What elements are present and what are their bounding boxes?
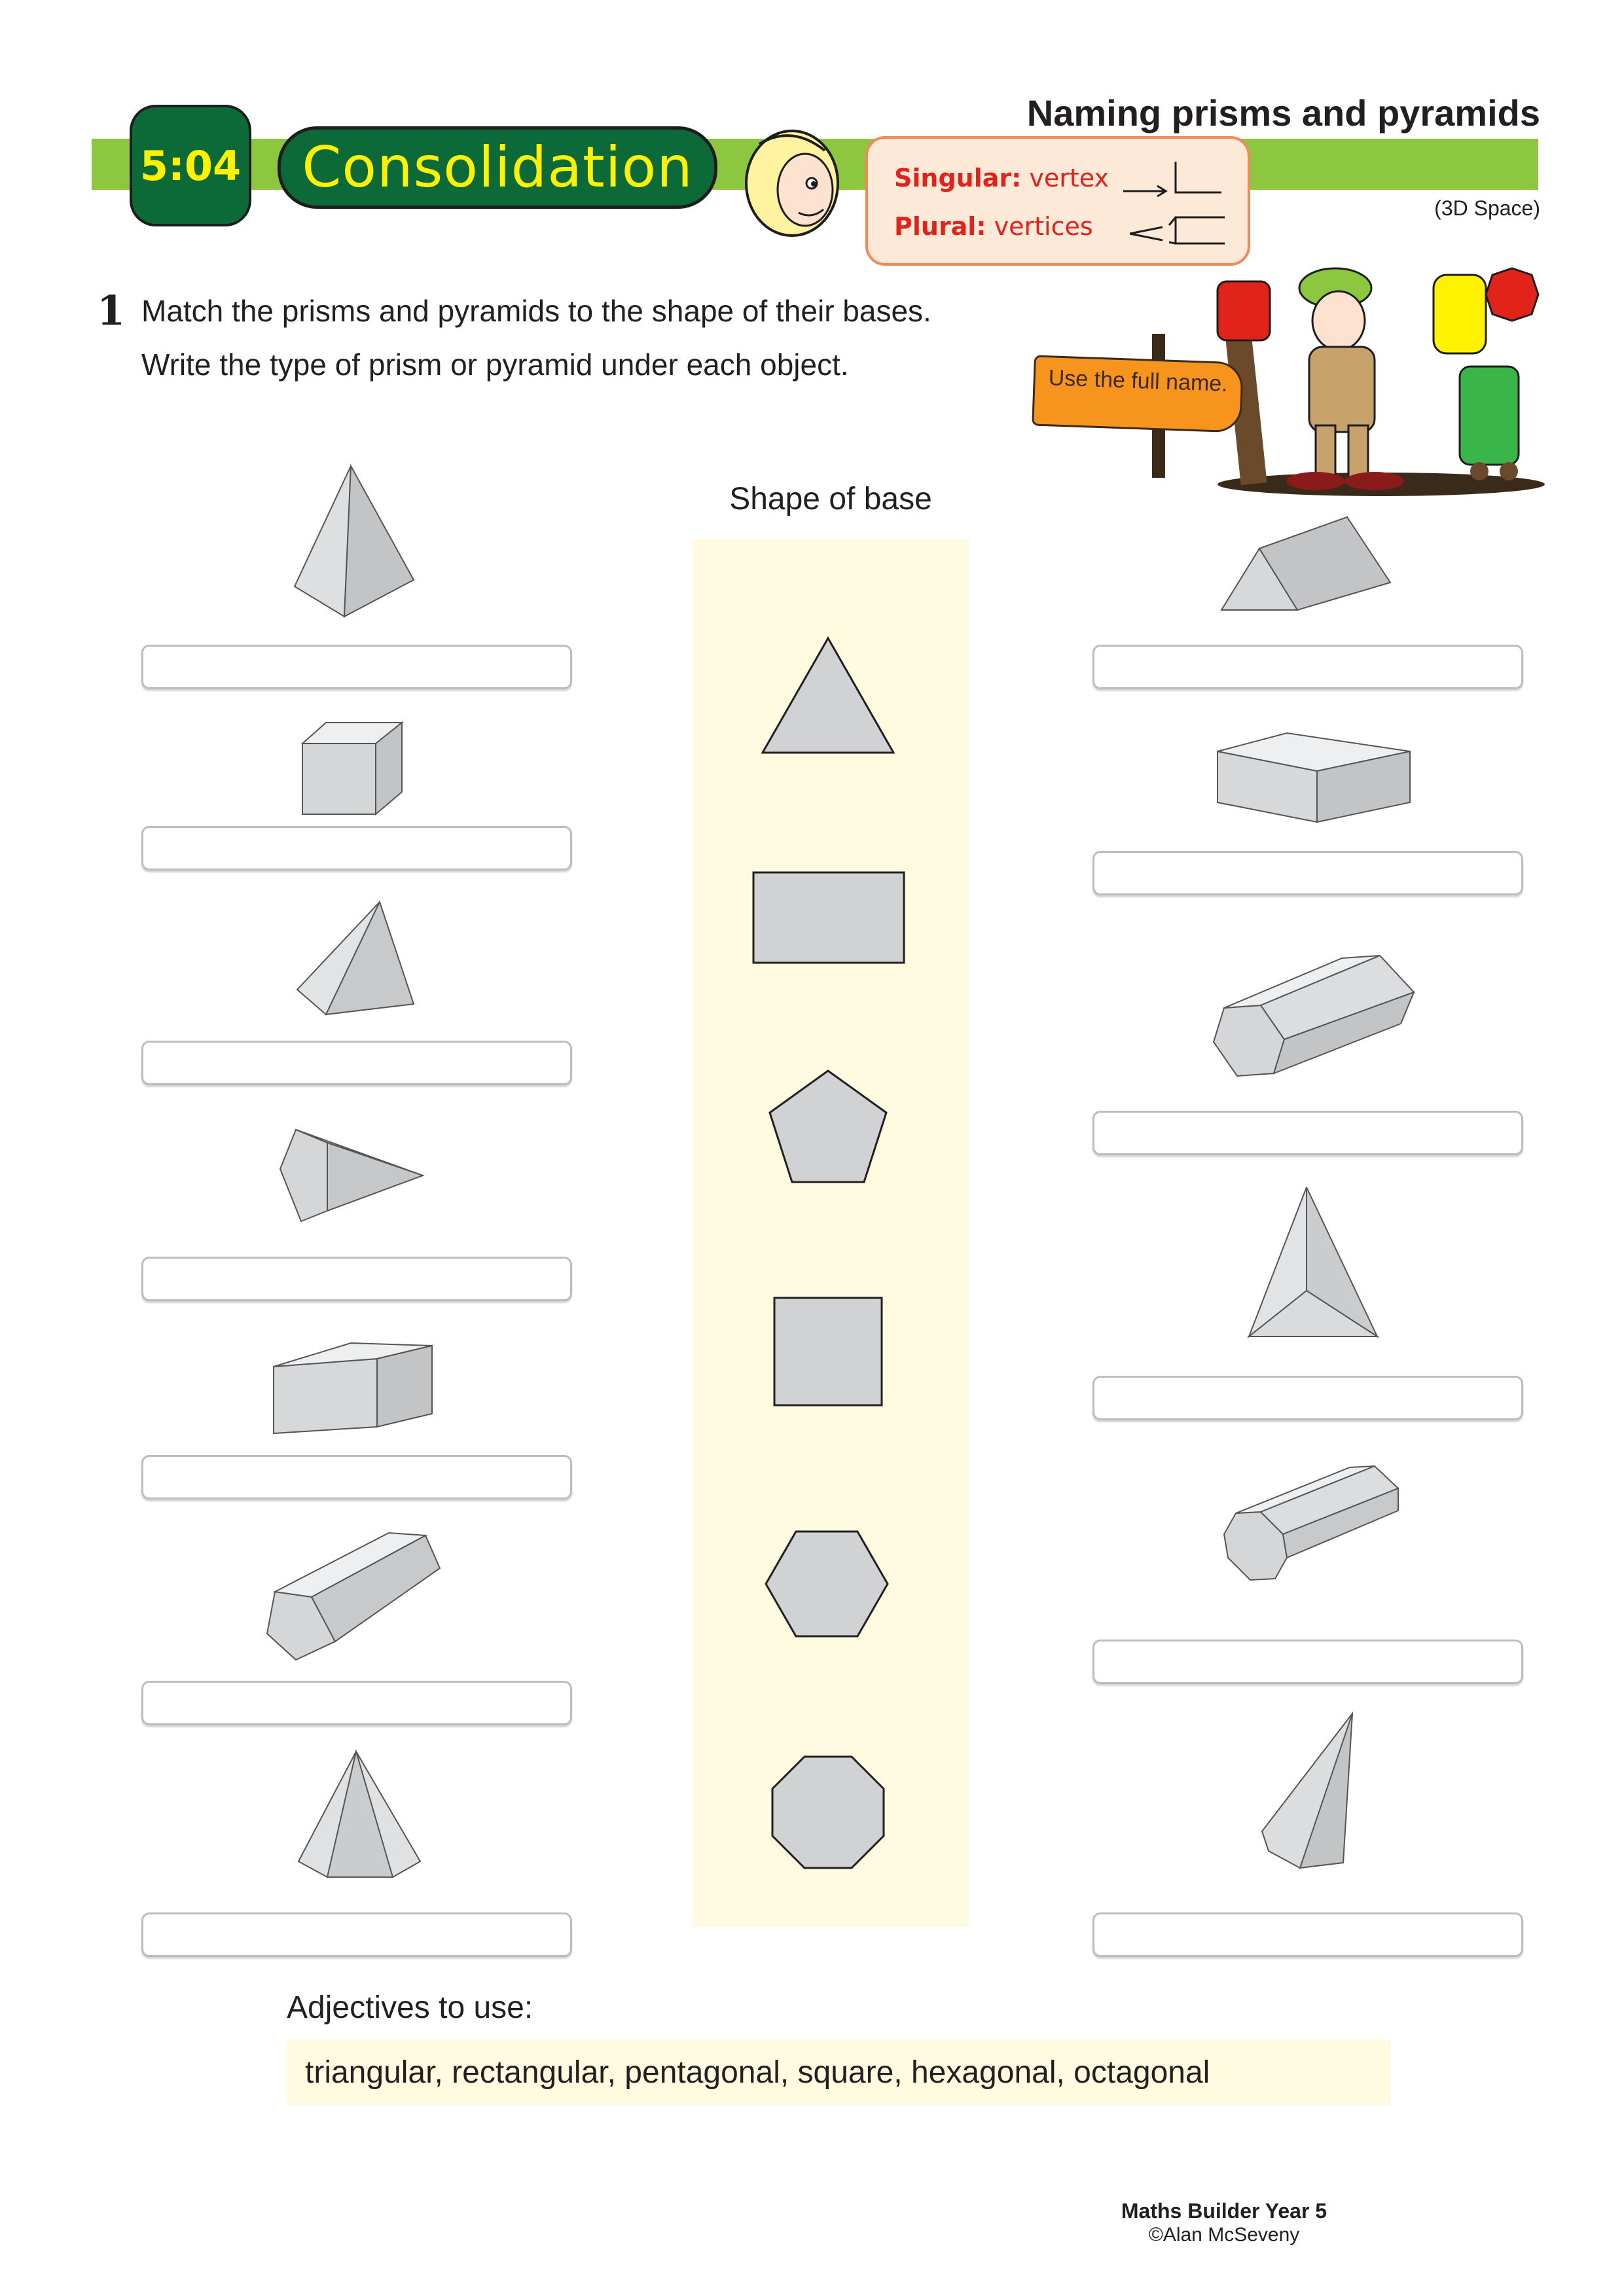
answer-field-pentagonal-pyramid-lying[interactable] bbox=[141, 1257, 572, 1301]
answer-field-cube[interactable] bbox=[141, 826, 572, 870]
section-title: Consolidation bbox=[278, 126, 717, 209]
answer-field-pentagonal-prism[interactable] bbox=[141, 1681, 572, 1725]
footer-copyright: ©Alan McSeveny bbox=[1148, 2224, 1300, 2246]
answer-field-rectangular-prism-flat[interactable] bbox=[1092, 851, 1523, 895]
square-pyramid-icon bbox=[292, 465, 416, 619]
hint-sign: Use the full name. bbox=[1032, 355, 1244, 433]
question-instruction-2: Write the type of prism or pyramid under each object. bbox=[141, 348, 849, 382]
rectangular-prism-icon bbox=[271, 1340, 435, 1436]
answer-field-hexagonal-prism[interactable] bbox=[1092, 1111, 1523, 1155]
singular-label: Singular: bbox=[894, 164, 1022, 192]
pentagonal-prism-icon bbox=[264, 1530, 442, 1662]
plural-label: Plural: bbox=[894, 212, 986, 241]
base-triangle-icon bbox=[759, 635, 897, 759]
base-rectangle-icon bbox=[751, 870, 906, 965]
footer-book-title: Maths Builder Year 5 bbox=[1121, 2199, 1327, 2223]
shape-column-title: Shape of base bbox=[729, 482, 932, 516]
page-heading: Naming prisms and pyramids bbox=[1026, 92, 1540, 134]
answer-field-triangular-pyramid[interactable] bbox=[141, 1041, 572, 1085]
triangular-pyramid-icon bbox=[295, 899, 416, 1017]
hexagonal-pyramid-icon bbox=[1259, 1711, 1355, 1871]
pentagonal-pyramid-icon bbox=[296, 1749, 423, 1880]
answer-field-rectangular-prism[interactable] bbox=[141, 1455, 572, 1499]
base-square-icon bbox=[772, 1296, 884, 1407]
strand-label: (3D Space) bbox=[1434, 196, 1540, 220]
adjectives-label: Adjectives to use: bbox=[287, 1990, 533, 2025]
base-pentagon-icon bbox=[767, 1068, 889, 1185]
answer-field-hexagonal-pyramid[interactable] bbox=[1092, 1912, 1523, 1957]
answer-field-triangular-pyramid-tall[interactable] bbox=[1092, 1376, 1523, 1420]
signpost-man-cartoon-icon bbox=[1218, 236, 1558, 497]
base-hexagon-icon bbox=[763, 1529, 890, 1639]
adjectives-list: triangular, rectangular, pentagonal, square, hexagonal, octagonal bbox=[287, 2039, 1390, 2105]
rectangular-prism-flat-icon bbox=[1215, 730, 1413, 825]
plural-word: vertices bbox=[994, 212, 1093, 241]
question-instruction-1: Match the prisms and pyramids to the shape of their bases. bbox=[141, 294, 931, 328]
question-number: 1 bbox=[97, 287, 126, 334]
octagonal-prism-icon bbox=[1221, 1463, 1401, 1584]
answer-field-square-pyramid[interactable] bbox=[141, 645, 572, 689]
base-octagon-icon bbox=[770, 1754, 886, 1871]
triangular-pyramid-tall-icon bbox=[1246, 1185, 1380, 1339]
answer-field-pentagonal-pyramid[interactable] bbox=[141, 1912, 572, 1957]
singular-word: vertex bbox=[1029, 164, 1109, 192]
cube-icon bbox=[300, 720, 405, 817]
answer-field-octagonal-prism[interactable] bbox=[1092, 1640, 1523, 1684]
answer-field-triangular-prism[interactable] bbox=[1092, 645, 1523, 689]
triangular-prism-icon bbox=[1219, 514, 1393, 613]
pentagonal-pyramid-lying-icon bbox=[278, 1127, 425, 1224]
vertex-vocab-box bbox=[865, 136, 1250, 266]
vertex-diagram-icon bbox=[1117, 152, 1235, 250]
hexagonal-prism-icon bbox=[1211, 953, 1416, 1079]
girl-cartoon-icon bbox=[720, 124, 851, 242]
unit-badge: 5:04 bbox=[130, 105, 251, 226]
